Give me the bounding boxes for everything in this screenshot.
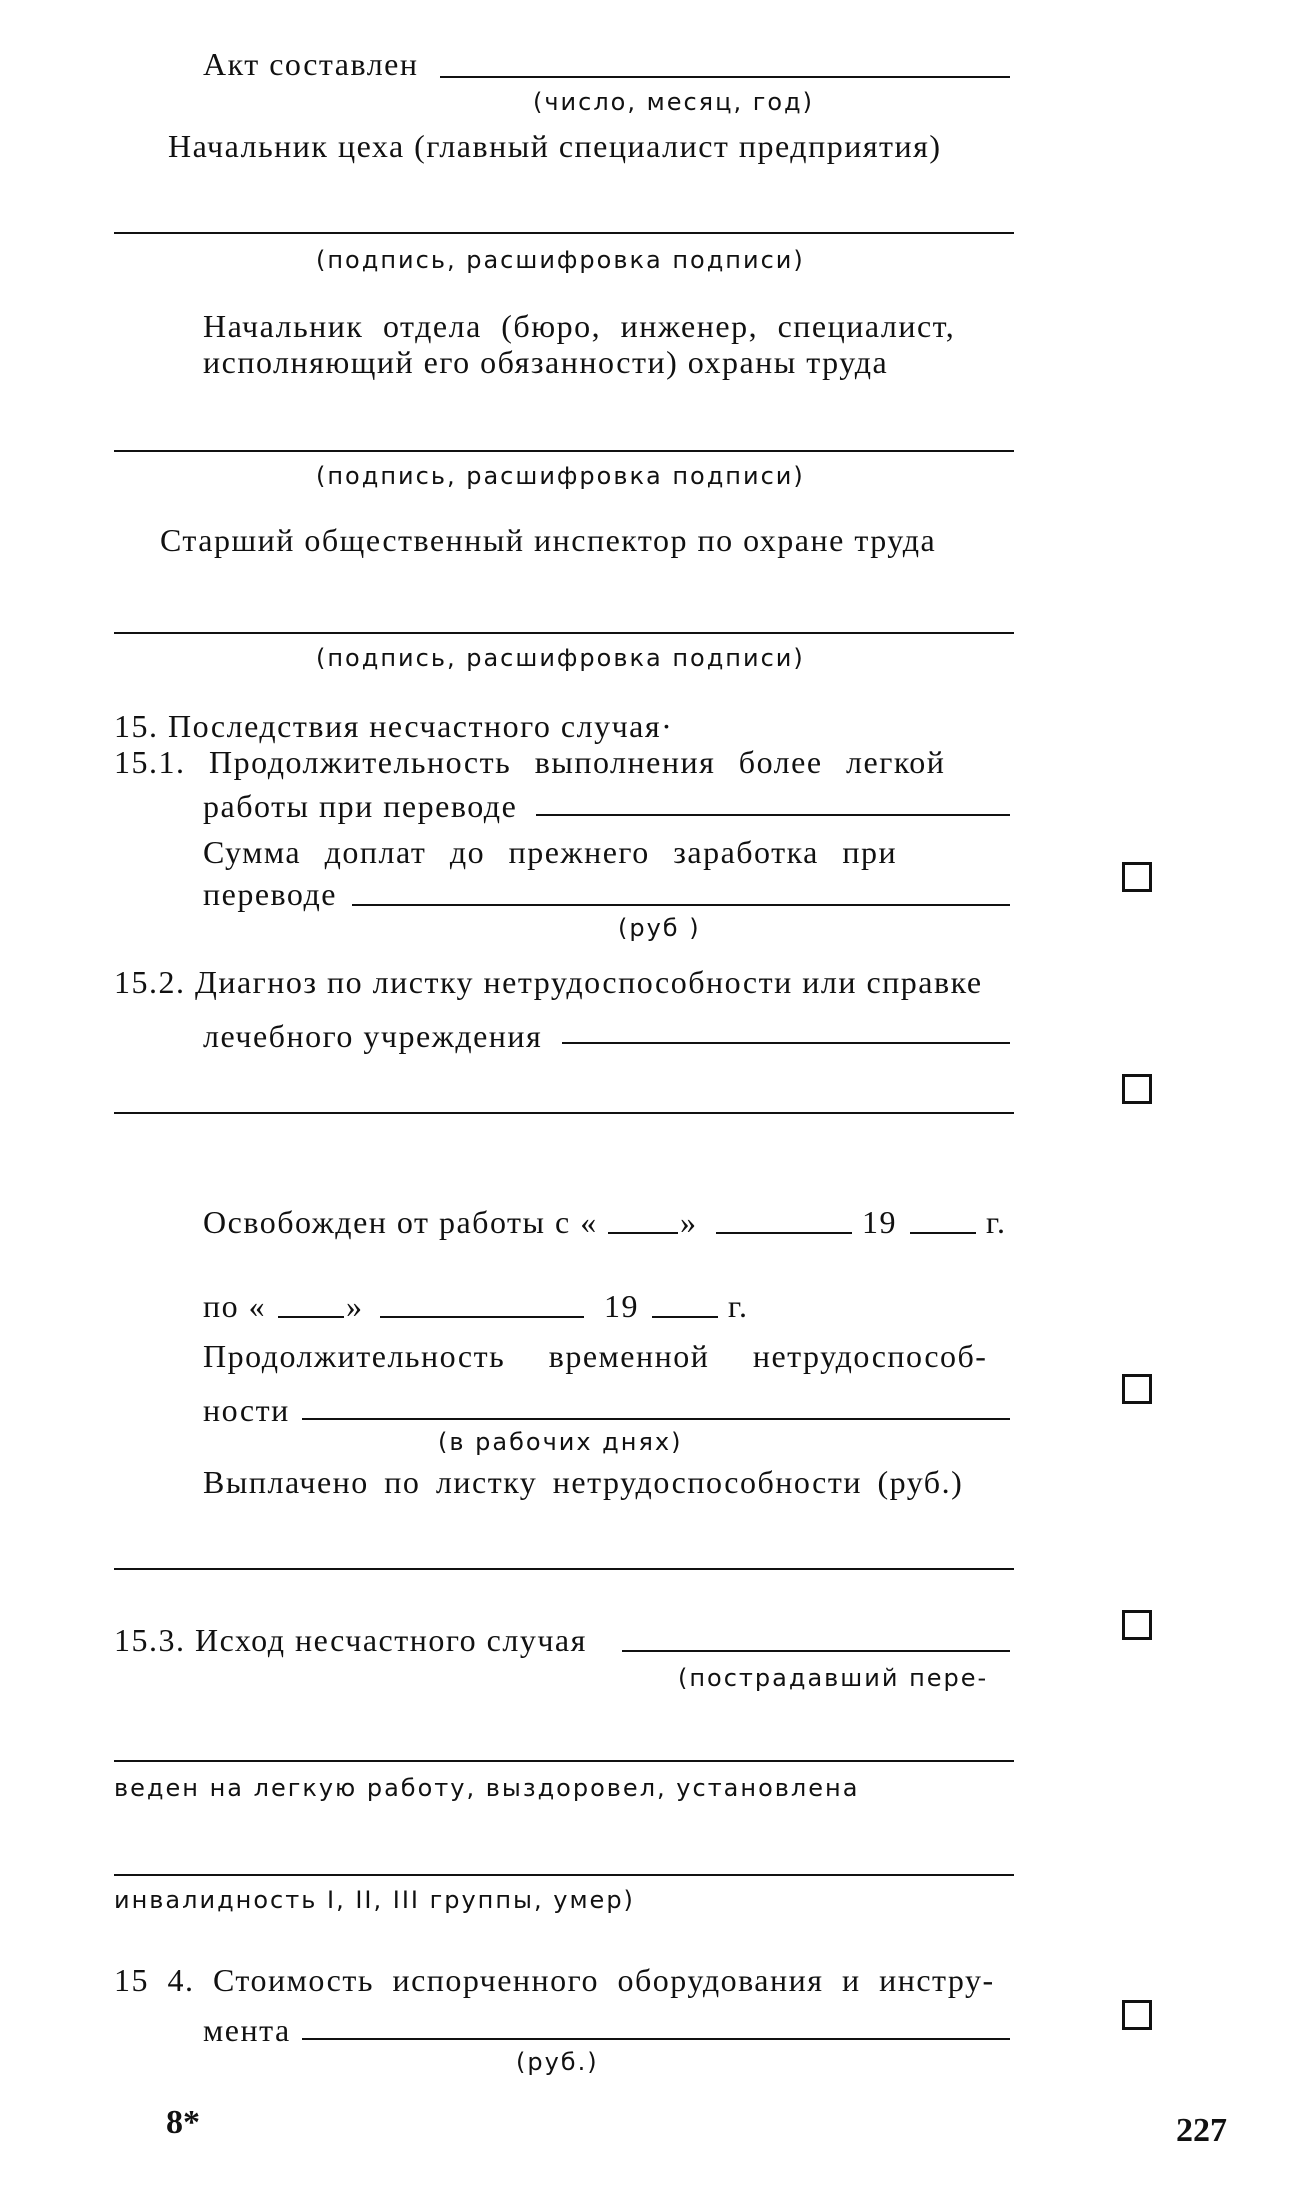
lighter-work-duration-line — [536, 814, 1010, 816]
signature-mark: 8* — [166, 2104, 200, 2141]
inspector-signature-line — [114, 632, 1014, 634]
section15-1-line4: переводе — [203, 876, 337, 912]
safety-head-label-line2: исполняющий его обязанности) охраны труда — [203, 344, 889, 380]
to-day-line — [278, 1316, 344, 1318]
outcome-line-3 — [114, 1874, 1014, 1876]
outcome-caption-2: веден на легкую работу, выздоровел, установлена — [114, 1774, 860, 1802]
duration-label-line2: ности — [203, 1392, 290, 1428]
to-month-line — [380, 1316, 584, 1318]
safety-head-signature-caption: (подпись, расшифровка подписи) — [316, 462, 805, 490]
paid-label: Выплачено по листку нетрудоспособности (руб.) — [203, 1464, 964, 1500]
section15-2-label: 15.2. Диагноз по листку нетрудоспособности или справке — [114, 964, 983, 1000]
duration-line — [302, 1418, 1010, 1420]
to-quote-close: » — [346, 1288, 364, 1324]
safety-head-signature-line — [114, 450, 1014, 452]
workdays-caption: (в рабочих днях) — [438, 1428, 683, 1456]
inspector-signature-caption: (подпись, расшифровка подписи) — [316, 644, 805, 672]
checkbox-duration[interactable] — [1122, 1374, 1152, 1404]
diagnosis-line-1 — [562, 1042, 1010, 1044]
to-year-suffix: г. — [728, 1288, 749, 1324]
section15-1-line3: Сумма доплат до прежнего заработка при — [203, 834, 898, 870]
checkbox-15-1[interactable] — [1122, 862, 1152, 892]
paid-line — [114, 1568, 1014, 1570]
inspector-label: Старший общественный инспектор по охране труда — [160, 522, 937, 558]
outcome-line-2 — [114, 1760, 1014, 1762]
released-to-label: по « — [203, 1288, 267, 1324]
outcome-line-1 — [622, 1650, 1010, 1652]
shop-head-label: Начальник цеха (главный специалист предприятия) — [168, 128, 942, 164]
extra-pay-line — [352, 904, 1010, 906]
act-drawn-label: Акт составлен — [203, 46, 419, 82]
released-from-label: Освобожден от работы с « — [203, 1204, 598, 1240]
shop-head-signature-caption: (подпись, расшифровка подписи) — [316, 246, 805, 274]
section15-4-line2: мента — [203, 2012, 291, 2048]
section15-title: 15. Последствия несчастного случая· — [114, 708, 674, 744]
to-year-line — [652, 1316, 718, 1318]
to-year-prefix: 19 — [604, 1288, 639, 1324]
extra-pay-rub-caption: (руб ) — [618, 914, 701, 942]
released-year-line — [910, 1232, 976, 1234]
outcome-caption-1: (пострадавший пере- — [678, 1664, 989, 1692]
released-day-line — [608, 1232, 678, 1234]
duration-label-line1: Продолжительность временной нетрудоспособ- — [203, 1338, 988, 1374]
act-date-caption: (число, месяц, год) — [533, 88, 814, 116]
act-date-line — [440, 76, 1010, 78]
section15-1-label: 15.1. Продолжительность выполнения более легкой — [114, 744, 946, 780]
safety-head-label-line1: Начальник отдела (бюро, инженер, специалист, — [203, 308, 956, 344]
page-number: 227 — [1176, 2112, 1227, 2149]
section15-1-line2: работы при переводе — [203, 788, 518, 824]
equipment-cost-line — [302, 2038, 1010, 2040]
shop-head-signature-line — [114, 232, 1014, 234]
released-quote-close: » — [680, 1204, 698, 1240]
section15-4-label: 15 4. Стоимость испорченного оборудования и инстру- — [114, 1962, 995, 1998]
outcome-caption-3: инвалидность I, II, III группы, умер) — [114, 1886, 635, 1914]
checkbox-15-4[interactable] — [1122, 2000, 1152, 2030]
released-year-prefix: 19 — [862, 1204, 897, 1240]
checkbox-15-3[interactable] — [1122, 1610, 1152, 1640]
section15-3-label: 15.3. Исход несчастного случая — [114, 1622, 587, 1658]
checkbox-15-2[interactable] — [1122, 1074, 1152, 1104]
equipment-cost-rub-caption: (руб.) — [516, 2048, 599, 2076]
released-year-suffix: г. — [986, 1204, 1007, 1240]
released-month-line — [716, 1232, 852, 1234]
section15-2-line2: лечебного учреждения — [203, 1018, 543, 1054]
diagnosis-line-2 — [114, 1112, 1014, 1114]
